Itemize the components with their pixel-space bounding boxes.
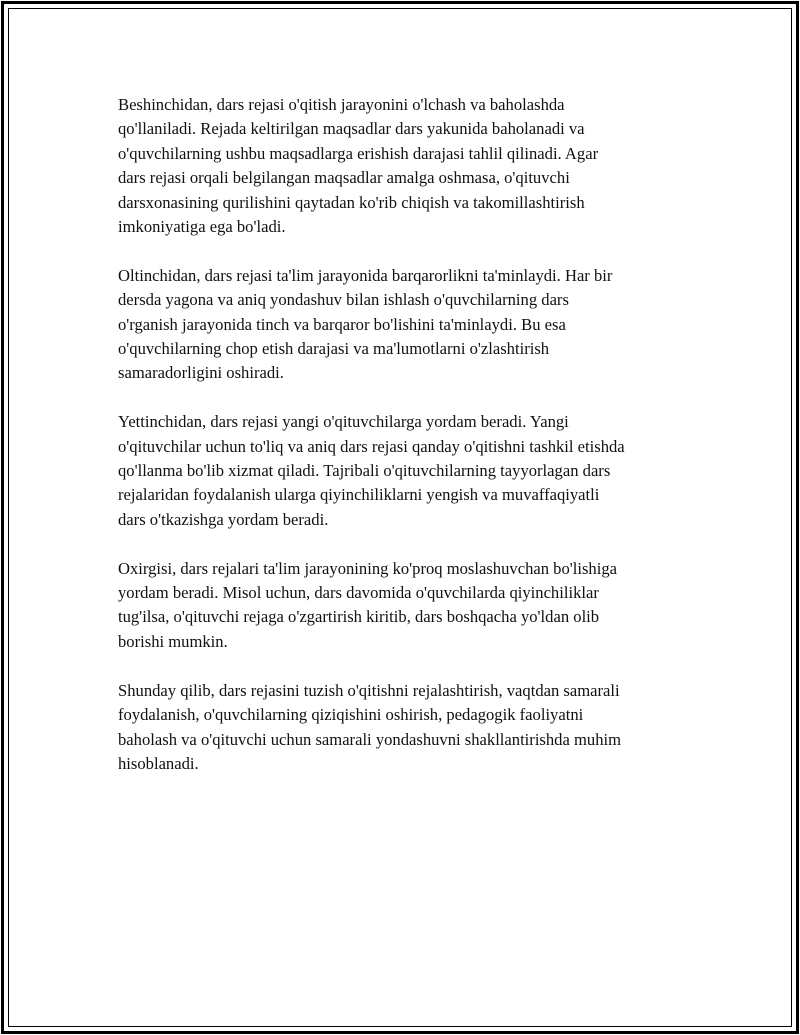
text-line: imkoniyatiga ega bo'ladi. [118, 217, 286, 237]
text-line: Oltinchidan, dars rejasi ta'lim jarayonida barqarorlikni ta'minlaydi. Har bir [118, 265, 613, 285]
text-line: Yettinchidan, dars rejasi yangi o'qituvchilarga yordam beradi. Yangi [118, 412, 569, 432]
text-line: foydalanish, o'quvchilarning qiziqishini oshirish, pedagogik faoliyatni [118, 705, 584, 725]
text-line: o'rganish jarayonida tinch va barqaror bo'lishini ta'minlaydi. Bu esa [118, 314, 566, 334]
text-line: qo'llanma bo'lib xizmat qiladi. Tajribali o'qituvchilarning tayyorlagan dars [118, 461, 611, 481]
text-line: borishi mumkin. [118, 631, 228, 651]
text-line: yordam beradi. Misol uchun, dars davomida o'quvchilarda qiyinchiliklar [118, 583, 599, 603]
paragraph-oltinchidan [118, 264, 698, 386]
paragraph-beshinchidan [118, 93, 698, 239]
text-line: dars o'tkazishga yordam beradi. [118, 509, 329, 529]
text-line: rejalaridan foydalanish ularga qiyinchiliklarni yengish va muvaffaqiyatli [118, 485, 600, 505]
text-line: dersda yagona va aniq yondashuv bilan ishlash o'quvchilarning dars [118, 290, 569, 310]
text-line: Beshinchidan, dars rejasi o'qitish jarayonini o'lchash va baholashda [118, 95, 565, 114]
text-line: baholash va o'qituvchi uchun samarali yondashuvni shakllantirishda muhim [118, 729, 622, 749]
paragraph-shunday-qilib [118, 679, 698, 777]
text-line: Shunday qilib, dars rejasini tuzish o'qitishni rejalashtirish, vaqtdan samarali [118, 680, 620, 700]
text-line: samaradorligini oshiradi. [118, 363, 284, 383]
text-line: darsxonasining qurilishini qaytadan ko'rib chiqish va takomillashtirish [118, 192, 585, 212]
text-line: qo'llaniladi. Rejada keltirilgan maqsadlar dars yakunida baholanadi va [118, 119, 585, 139]
text-line: hisoblanadi. [118, 753, 199, 773]
body-text [118, 93, 698, 801]
text-line: tug'ilsa, o'qituvchi rejaga o'zgartirish kiritib, dars boshqacha yo'ldan olib [118, 607, 600, 627]
text-line: Oxirgisi, dars rejalari ta'lim jarayonining ko'proq moslashuvchan bo'lishiga [118, 558, 618, 578]
text-line: dars rejasi orqali belgilangan maqsadlar amalga oshmasa, o'qituvchi [118, 168, 570, 188]
text-line: o'qituvchilar uchun to'liq va aniq dars rejasi qanday o'qitishni tashkil etishda [118, 436, 625, 456]
text-line: o'quvchilarning chop etish darajasi va ma'lumotlarni o'zlashtirish [118, 339, 550, 359]
paragraph-oxirgisi [118, 557, 698, 655]
paragraph-yettinchidan [118, 410, 698, 532]
text-line: o'quvchilarning ushbu maqsadlarga erishish darajasi tahlil qilinadi. Agar [118, 143, 599, 163]
